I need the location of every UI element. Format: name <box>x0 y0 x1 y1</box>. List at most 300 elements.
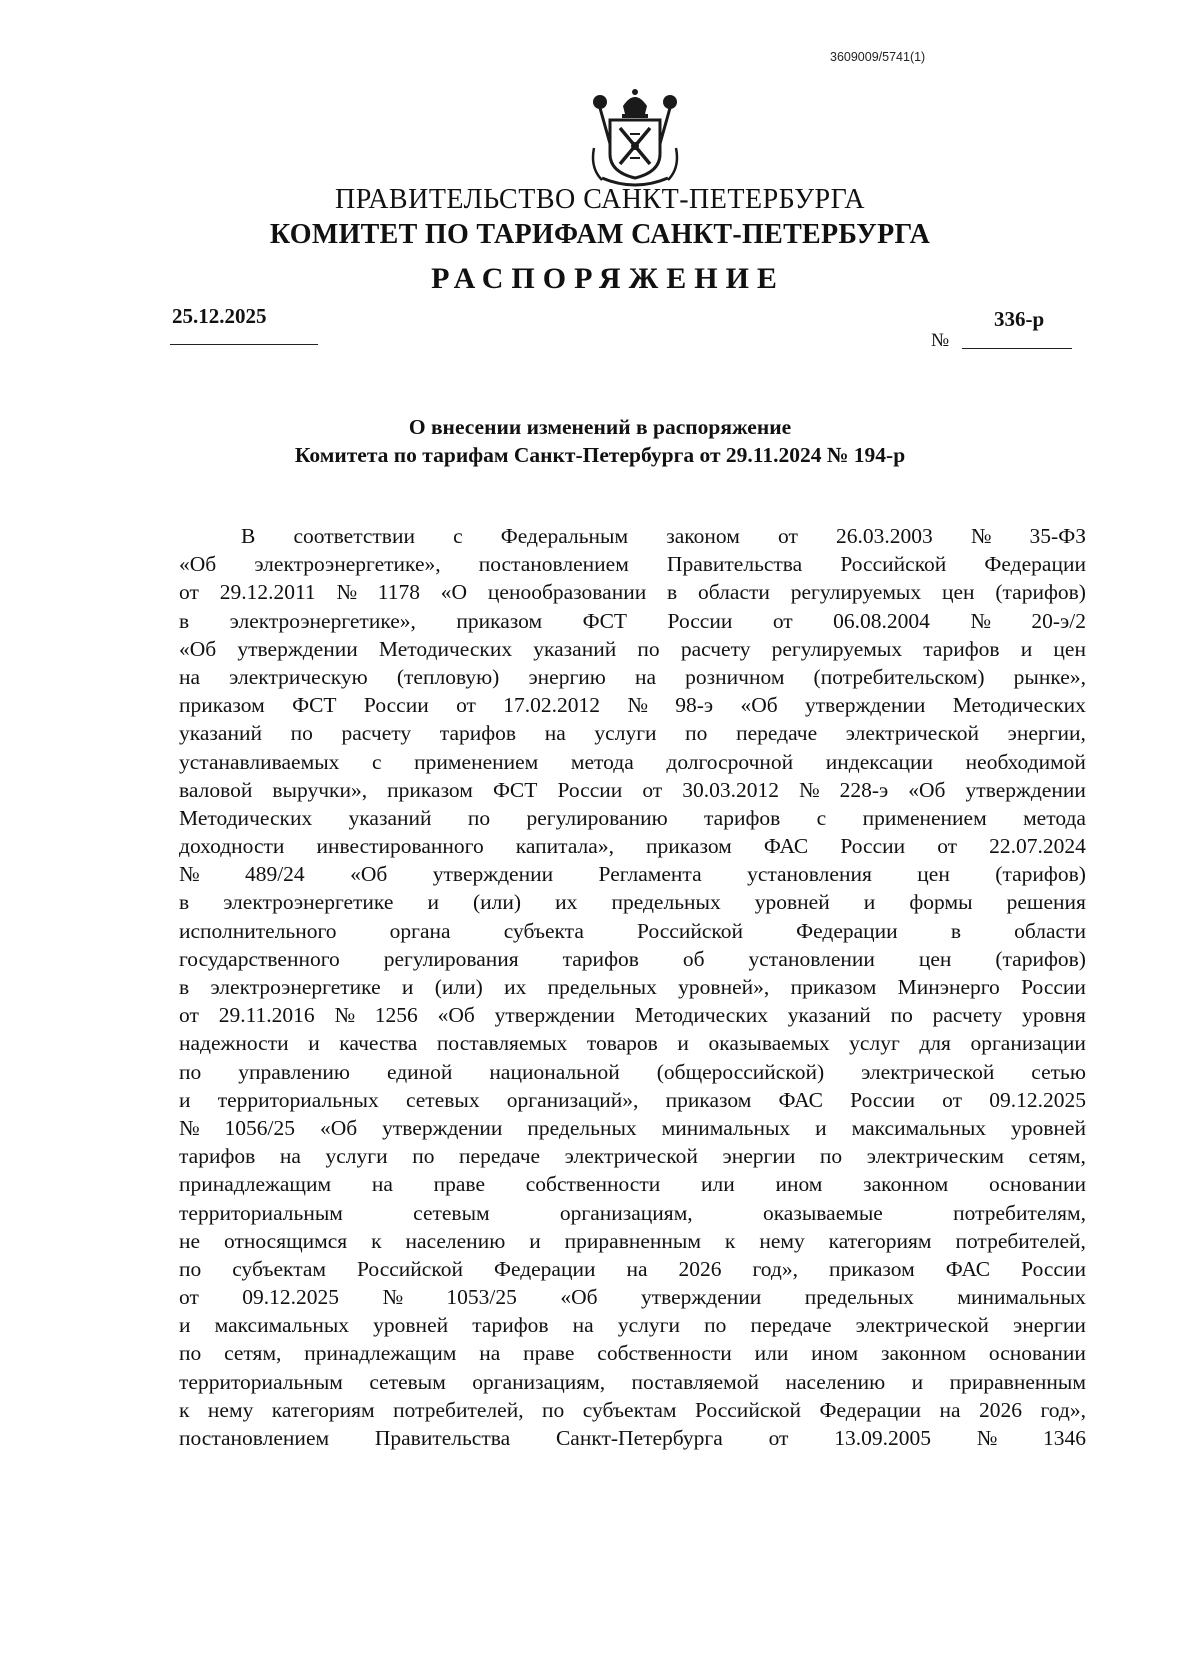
body-word: услуги <box>325 1144 388 1169</box>
body-word: к <box>371 1228 382 1253</box>
body-word: не <box>179 1228 201 1253</box>
body-word: тарифов <box>923 636 1000 661</box>
body-word: 09.12.2025 <box>242 1285 340 1310</box>
body-word: и <box>815 1115 827 1140</box>
body-word: решения <box>1006 890 1086 915</box>
body-word: основании <box>988 1341 1086 1366</box>
body-word: регулируемых <box>790 580 922 605</box>
body-line <box>179 1368 1086 1396</box>
body-word: «Об <box>908 777 946 802</box>
body-word: применением <box>862 805 987 830</box>
body-word: 1346 <box>1043 1426 1086 1450</box>
body-word: Методических <box>179 805 313 830</box>
body-line <box>179 1086 1086 1114</box>
body-word: России <box>363 693 429 718</box>
body-word: электроэнергетике», <box>254 552 441 577</box>
body-word: на <box>939 1397 961 1422</box>
body-word: органа <box>389 918 451 943</box>
body-word: тарифов <box>562 946 639 971</box>
body-word: Методических <box>634 1003 768 1028</box>
body-word: принадлежащим <box>179 1172 332 1197</box>
body-word: № <box>976 1426 998 1450</box>
body-word: населению <box>785 1369 886 1394</box>
body-line <box>179 776 1086 804</box>
body-word: Федерации <box>493 1256 596 1281</box>
body-word: Российской <box>637 918 743 943</box>
body-word: принадлежащим <box>304 1341 457 1366</box>
body-word: собственности <box>525 1172 661 1197</box>
body-word: (общероссийской) <box>656 1059 825 1084</box>
body-word: на <box>371 1172 393 1197</box>
body-word: № <box>334 1003 355 1028</box>
body-word: от <box>179 580 199 605</box>
body-word: № <box>382 1285 403 1310</box>
body-word: № <box>627 693 648 718</box>
body-word: (тарифов) <box>995 946 1086 971</box>
body-line <box>179 917 1086 945</box>
body-word: утверждении <box>382 1115 503 1140</box>
body-word: организациям, <box>472 1369 606 1394</box>
date-underline <box>170 344 318 345</box>
body-line <box>179 663 1086 691</box>
body-line <box>179 1058 1086 1086</box>
body-line <box>179 1283 1086 1311</box>
body-word: и <box>863 890 876 915</box>
body-word: и <box>308 1031 320 1056</box>
body-word: нему <box>207 1397 254 1422</box>
body-word: ФСТ <box>582 608 628 633</box>
body-word: электрической <box>564 1144 698 1169</box>
body-word: ФАС <box>945 1256 991 1281</box>
body-word: сетям, <box>224 1341 282 1366</box>
body-word: регулирования <box>383 946 519 971</box>
body-word: уровня <box>1022 1003 1086 1028</box>
body-word: приказом <box>456 608 543 633</box>
coat-of-arms-icon <box>588 88 682 190</box>
body-line <box>179 1311 1086 1339</box>
body-word: их <box>555 890 578 915</box>
body-word: предельных <box>804 1285 914 1310</box>
body-word: сетевых <box>405 1087 480 1112</box>
body-word: к <box>724 1228 736 1253</box>
body-word: «О <box>440 580 468 605</box>
body-line <box>179 1424 1086 1452</box>
body-word: ином <box>775 1172 823 1197</box>
body-word: услуги <box>617 1313 680 1338</box>
body-word: России <box>667 608 733 633</box>
body-word: для <box>919 1031 951 1056</box>
body-word: категориям <box>828 1228 932 1253</box>
body-word: территориальным <box>179 1200 343 1225</box>
body-word: от <box>456 693 476 718</box>
body-word: субъектам <box>232 1256 327 1281</box>
body-word: России <box>1021 975 1086 999</box>
body-line <box>179 1339 1086 1367</box>
body-word: приказом <box>387 777 473 802</box>
body-line <box>179 945 1086 973</box>
body-text <box>179 522 1086 1452</box>
body-word: оказываемых <box>708 1031 830 1056</box>
body-line <box>179 973 1086 1001</box>
body-word: Федерации <box>819 1397 921 1422</box>
body-word: 98-э <box>675 693 714 718</box>
body-word: области <box>1014 918 1086 943</box>
body-word: 20-э/2 <box>1031 608 1086 633</box>
body-word: поставляемых <box>436 1031 568 1056</box>
body-word: надежности <box>179 1031 289 1056</box>
body-word: законом <box>666 524 740 548</box>
body-word: сетевым <box>413 1200 490 1225</box>
body-word: территориальным <box>179 1369 343 1394</box>
body-word: «Об <box>319 1115 358 1140</box>
body-word: сетью <box>1031 1059 1086 1084</box>
body-word: и <box>427 890 439 915</box>
body-word: электроэнергетике», <box>229 608 416 633</box>
body-word: в <box>179 608 190 633</box>
body-word: предельных <box>611 890 721 915</box>
body-word: по <box>179 1059 202 1084</box>
body-word: Санкт-Петербурга <box>555 1426 723 1450</box>
body-word: электроэнергетике <box>210 975 381 999</box>
body-word: цен <box>918 946 952 971</box>
body-line <box>179 1227 1086 1255</box>
body-word: к <box>179 1397 190 1422</box>
body-word: установления <box>747 862 872 887</box>
body-word: России <box>557 777 623 802</box>
body-word: приравненным <box>564 1228 701 1253</box>
body-word: ценообразовании <box>487 580 647 605</box>
body-word: (тепловую) <box>396 664 500 689</box>
body-word: Российской <box>840 552 947 577</box>
body-word: на <box>626 1256 648 1281</box>
body-word: указаний <box>787 1003 871 1028</box>
body-line <box>179 1199 1086 1227</box>
body-word: ФСТ <box>492 777 538 802</box>
body-word: «Об <box>560 1285 598 1310</box>
body-word: Российской <box>357 1256 463 1281</box>
body-word: услуг <box>849 1031 900 1056</box>
body-word: уровней <box>754 890 830 915</box>
body-word: собственности <box>597 1341 732 1366</box>
body-word: об <box>682 946 705 971</box>
body-word: 1053/25 <box>446 1285 517 1310</box>
body-word: расчету <box>341 721 412 746</box>
body-word: электрической <box>855 1313 989 1338</box>
body-word: предельных <box>527 1115 637 1140</box>
body-word: максимальных <box>851 1115 987 1140</box>
body-word: законном <box>880 1341 967 1366</box>
body-word: или <box>700 1172 735 1197</box>
body-word: и <box>179 1313 191 1338</box>
body-word: указаний <box>348 805 432 830</box>
body-word: с <box>453 524 463 548</box>
government-title: ПРАВИТЕЛЬСТВО САНКТ-ПЕТЕРБУРГА <box>335 184 865 215</box>
body-word: ФСТ <box>292 693 337 718</box>
body-word: соответствии <box>293 524 415 548</box>
body-word: (или) <box>434 975 483 999</box>
body-word: Федерации <box>984 552 1086 577</box>
body-word: № <box>336 580 357 605</box>
body-word: устанавливаемых <box>179 749 340 774</box>
body-word: субъектам <box>582 1397 677 1422</box>
body-word: на <box>479 1341 501 1366</box>
body-word: постановлением <box>179 1426 330 1450</box>
body-word: «Об <box>350 862 388 887</box>
body-word: цен <box>1053 636 1086 661</box>
body-word: долгосрочной <box>666 749 794 774</box>
document-number: 336-р <box>994 307 1045 331</box>
body-word: и <box>911 1369 924 1394</box>
body-line <box>179 1001 1086 1029</box>
body-word: по <box>467 805 491 830</box>
body-word: минимальных <box>661 1115 791 1140</box>
body-word: или <box>754 1341 789 1366</box>
body-word: 29.12.2011 <box>219 580 316 605</box>
body-word: Минэнерго <box>897 975 1000 999</box>
body-word: и <box>401 975 414 999</box>
body-line <box>179 888 1086 916</box>
body-word: и <box>179 1087 191 1112</box>
body-word: от <box>937 834 958 859</box>
body-word: необходимой <box>965 749 1086 774</box>
body-word: электроэнергетике <box>223 890 394 915</box>
body-word: исполнительного <box>179 918 337 943</box>
body-word: государственного <box>179 946 340 971</box>
body-word: энергию <box>528 664 606 689</box>
body-word: регулируемых <box>771 636 903 661</box>
body-word: относящимся <box>224 1228 348 1253</box>
body-word: от <box>642 777 663 802</box>
body-word: тарифов <box>704 805 781 830</box>
body-word: России <box>1021 1256 1086 1281</box>
body-word: утверждении <box>805 693 926 718</box>
body-word: уровней <box>373 1313 449 1338</box>
body-word: управлению <box>238 1059 350 1084</box>
body-word: праве <box>433 1172 485 1197</box>
body-line <box>179 635 1086 663</box>
body-word: по <box>412 1144 435 1169</box>
body-word: «Об <box>179 636 217 661</box>
body-word: по <box>179 1256 202 1281</box>
body-word: по <box>819 1144 843 1169</box>
body-word: № <box>799 777 820 802</box>
body-line <box>179 748 1086 776</box>
body-word: в <box>179 890 190 915</box>
body-line <box>179 1396 1086 1424</box>
body-word: 1178 <box>377 580 420 605</box>
body-word: сетевым <box>369 1369 446 1394</box>
body-line <box>179 804 1086 832</box>
body-line <box>179 522 1086 550</box>
body-word: утверждении <box>965 777 1086 802</box>
body-word: № <box>970 608 991 633</box>
body-word: ином <box>811 1341 859 1366</box>
body-word: электрической <box>861 1059 995 1084</box>
body-word: «Об <box>437 1003 475 1028</box>
body-word: № <box>179 1115 200 1140</box>
body-word: метода <box>1023 805 1086 830</box>
body-word: (или) <box>473 890 522 915</box>
body-word: год», <box>752 1256 798 1281</box>
body-word: по <box>704 1313 727 1338</box>
subject-line-1: О внесении изменений в распоряжение <box>408 415 792 439</box>
body-word: в <box>179 975 190 999</box>
body-word: национальной <box>489 1059 620 1084</box>
body-word: России <box>840 834 906 859</box>
body-word: на <box>572 1313 594 1338</box>
body-word: доходности <box>179 834 285 859</box>
body-word: приказом <box>665 1087 752 1112</box>
body-word: 17.02.2012 <box>503 693 601 718</box>
body-word: передаче <box>459 1144 541 1169</box>
body-word: утверждении <box>432 862 554 887</box>
body-word: предельных <box>547 975 657 999</box>
body-word: электрическую <box>229 664 368 689</box>
body-word: 35-ФЗ <box>1029 524 1086 548</box>
body-line <box>179 607 1086 635</box>
body-word: с <box>372 749 382 774</box>
body-word: на <box>544 721 566 746</box>
body-word: от <box>768 1426 789 1450</box>
body-word: передаче <box>750 1313 832 1338</box>
registry-code: 3609009/5741(1) <box>830 50 926 64</box>
body-line <box>179 1114 1086 1142</box>
body-word: нему <box>759 1228 805 1253</box>
body-word: капитала», <box>515 834 614 859</box>
body-word: энергии <box>1013 1313 1086 1338</box>
body-line <box>179 832 1086 860</box>
body-word: от <box>772 608 793 633</box>
body-word: (тарифов) <box>995 862 1086 887</box>
body-word: № <box>970 524 992 548</box>
body-word: постановлением <box>478 552 629 577</box>
body-word: услуги <box>594 721 657 746</box>
body-word: 29.11.2016 <box>218 1003 315 1028</box>
body-word: В <box>241 524 256 548</box>
body-word: минимальных <box>957 1285 1086 1310</box>
body-word: в <box>950 918 961 943</box>
body-word: инвестированного <box>316 834 484 859</box>
body-word: Правительства <box>666 552 803 577</box>
body-word: области <box>698 580 770 605</box>
body-word: рынке», <box>1013 664 1086 689</box>
body-word: 228-э <box>839 777 889 802</box>
body-word: тарифов <box>472 1313 549 1338</box>
body-word: товаров <box>586 1031 658 1056</box>
document-type: РАСПОРЯЖЕНИЕ <box>431 262 785 295</box>
body-word: валовой <box>179 777 253 802</box>
body-word: с <box>816 805 827 830</box>
body-word: организации <box>970 1031 1086 1056</box>
body-word: энергии, <box>1007 721 1086 746</box>
body-word: ФАС <box>778 1087 823 1112</box>
body-word: приказом <box>790 975 877 999</box>
body-word: приравненным <box>949 1369 1086 1394</box>
body-word: и <box>677 1031 689 1056</box>
body-word: электрическим <box>866 1144 1004 1169</box>
body-line <box>179 860 1086 888</box>
body-word: цен <box>917 862 950 887</box>
body-word: Регламента <box>598 862 702 887</box>
body-word: ФАС <box>763 834 809 859</box>
body-word: расчету <box>680 636 751 661</box>
body-line <box>179 550 1086 578</box>
body-word: год», <box>1040 1397 1086 1422</box>
body-word: Федерации <box>796 918 898 943</box>
body-word: индексации <box>825 749 934 774</box>
number-sign: № <box>931 330 950 351</box>
body-line <box>179 1142 1086 1170</box>
body-line <box>179 1170 1086 1198</box>
body-word: 22.07.2024 <box>989 834 1086 859</box>
body-word: оказываемые <box>762 1200 883 1225</box>
body-word: и <box>529 1228 541 1253</box>
body-word: Российской <box>695 1397 801 1422</box>
body-word: 489/24 <box>244 862 305 887</box>
body-word: «Об <box>740 693 778 718</box>
body-word: организациям, <box>559 1200 693 1225</box>
body-word: указаний <box>533 636 617 661</box>
body-word: на <box>279 1144 301 1169</box>
body-word: от <box>179 1285 199 1310</box>
body-word: № <box>179 862 200 887</box>
body-word: 13.09.2005 <box>834 1426 931 1450</box>
body-word: по <box>685 721 708 746</box>
body-word: цен <box>941 580 975 605</box>
body-word: 30.03.2012 <box>682 777 779 802</box>
body-word: качества <box>339 1031 418 1056</box>
body-word: категориям <box>271 1397 375 1422</box>
body-word: субъекта <box>503 918 584 943</box>
body-word: единой <box>386 1059 453 1084</box>
body-word: их <box>504 975 527 999</box>
body-word: розничном <box>685 664 785 689</box>
body-word: от <box>179 1003 199 1028</box>
body-word: праве <box>523 1341 575 1366</box>
body-word: приказом <box>179 693 265 718</box>
body-word: на <box>634 664 657 689</box>
body-word: по <box>542 1397 565 1422</box>
body-word: поставляемой <box>631 1369 759 1394</box>
body-word: энергии <box>722 1144 796 1169</box>
body-word: 06.08.2004 <box>833 608 930 633</box>
body-word: Правительства <box>374 1426 511 1450</box>
body-word: и <box>1020 636 1033 661</box>
body-word: тарифов <box>439 721 517 746</box>
body-word: населению <box>405 1228 506 1253</box>
body-line <box>179 1255 1086 1283</box>
body-word: Методических <box>378 636 513 661</box>
body-word: по <box>890 1003 913 1028</box>
body-word: формы <box>909 890 973 915</box>
body-word: утверждении <box>494 1003 615 1028</box>
body-word: приказом <box>646 834 732 859</box>
body-word: максимальных <box>214 1313 350 1338</box>
body-word: электрической <box>845 721 979 746</box>
committee-title: КОМИТЕТ ПО ТАРИФАМ САНКТ-ПЕТЕРБУРГА <box>269 219 931 250</box>
body-word: в <box>667 580 678 605</box>
body-word: потребителей, <box>393 1397 524 1422</box>
body-word: от <box>777 524 798 548</box>
body-word: тарифов <box>179 1144 256 1169</box>
body-word: 2026 <box>979 1397 1022 1422</box>
number-underline <box>962 348 1072 349</box>
body-word: Федеральным <box>500 524 629 548</box>
body-word: 1256 <box>374 1003 418 1028</box>
body-word: (потребительском) <box>813 664 985 689</box>
body-word: приказом <box>828 1256 915 1281</box>
body-word: 26.03.2003 <box>836 524 933 548</box>
